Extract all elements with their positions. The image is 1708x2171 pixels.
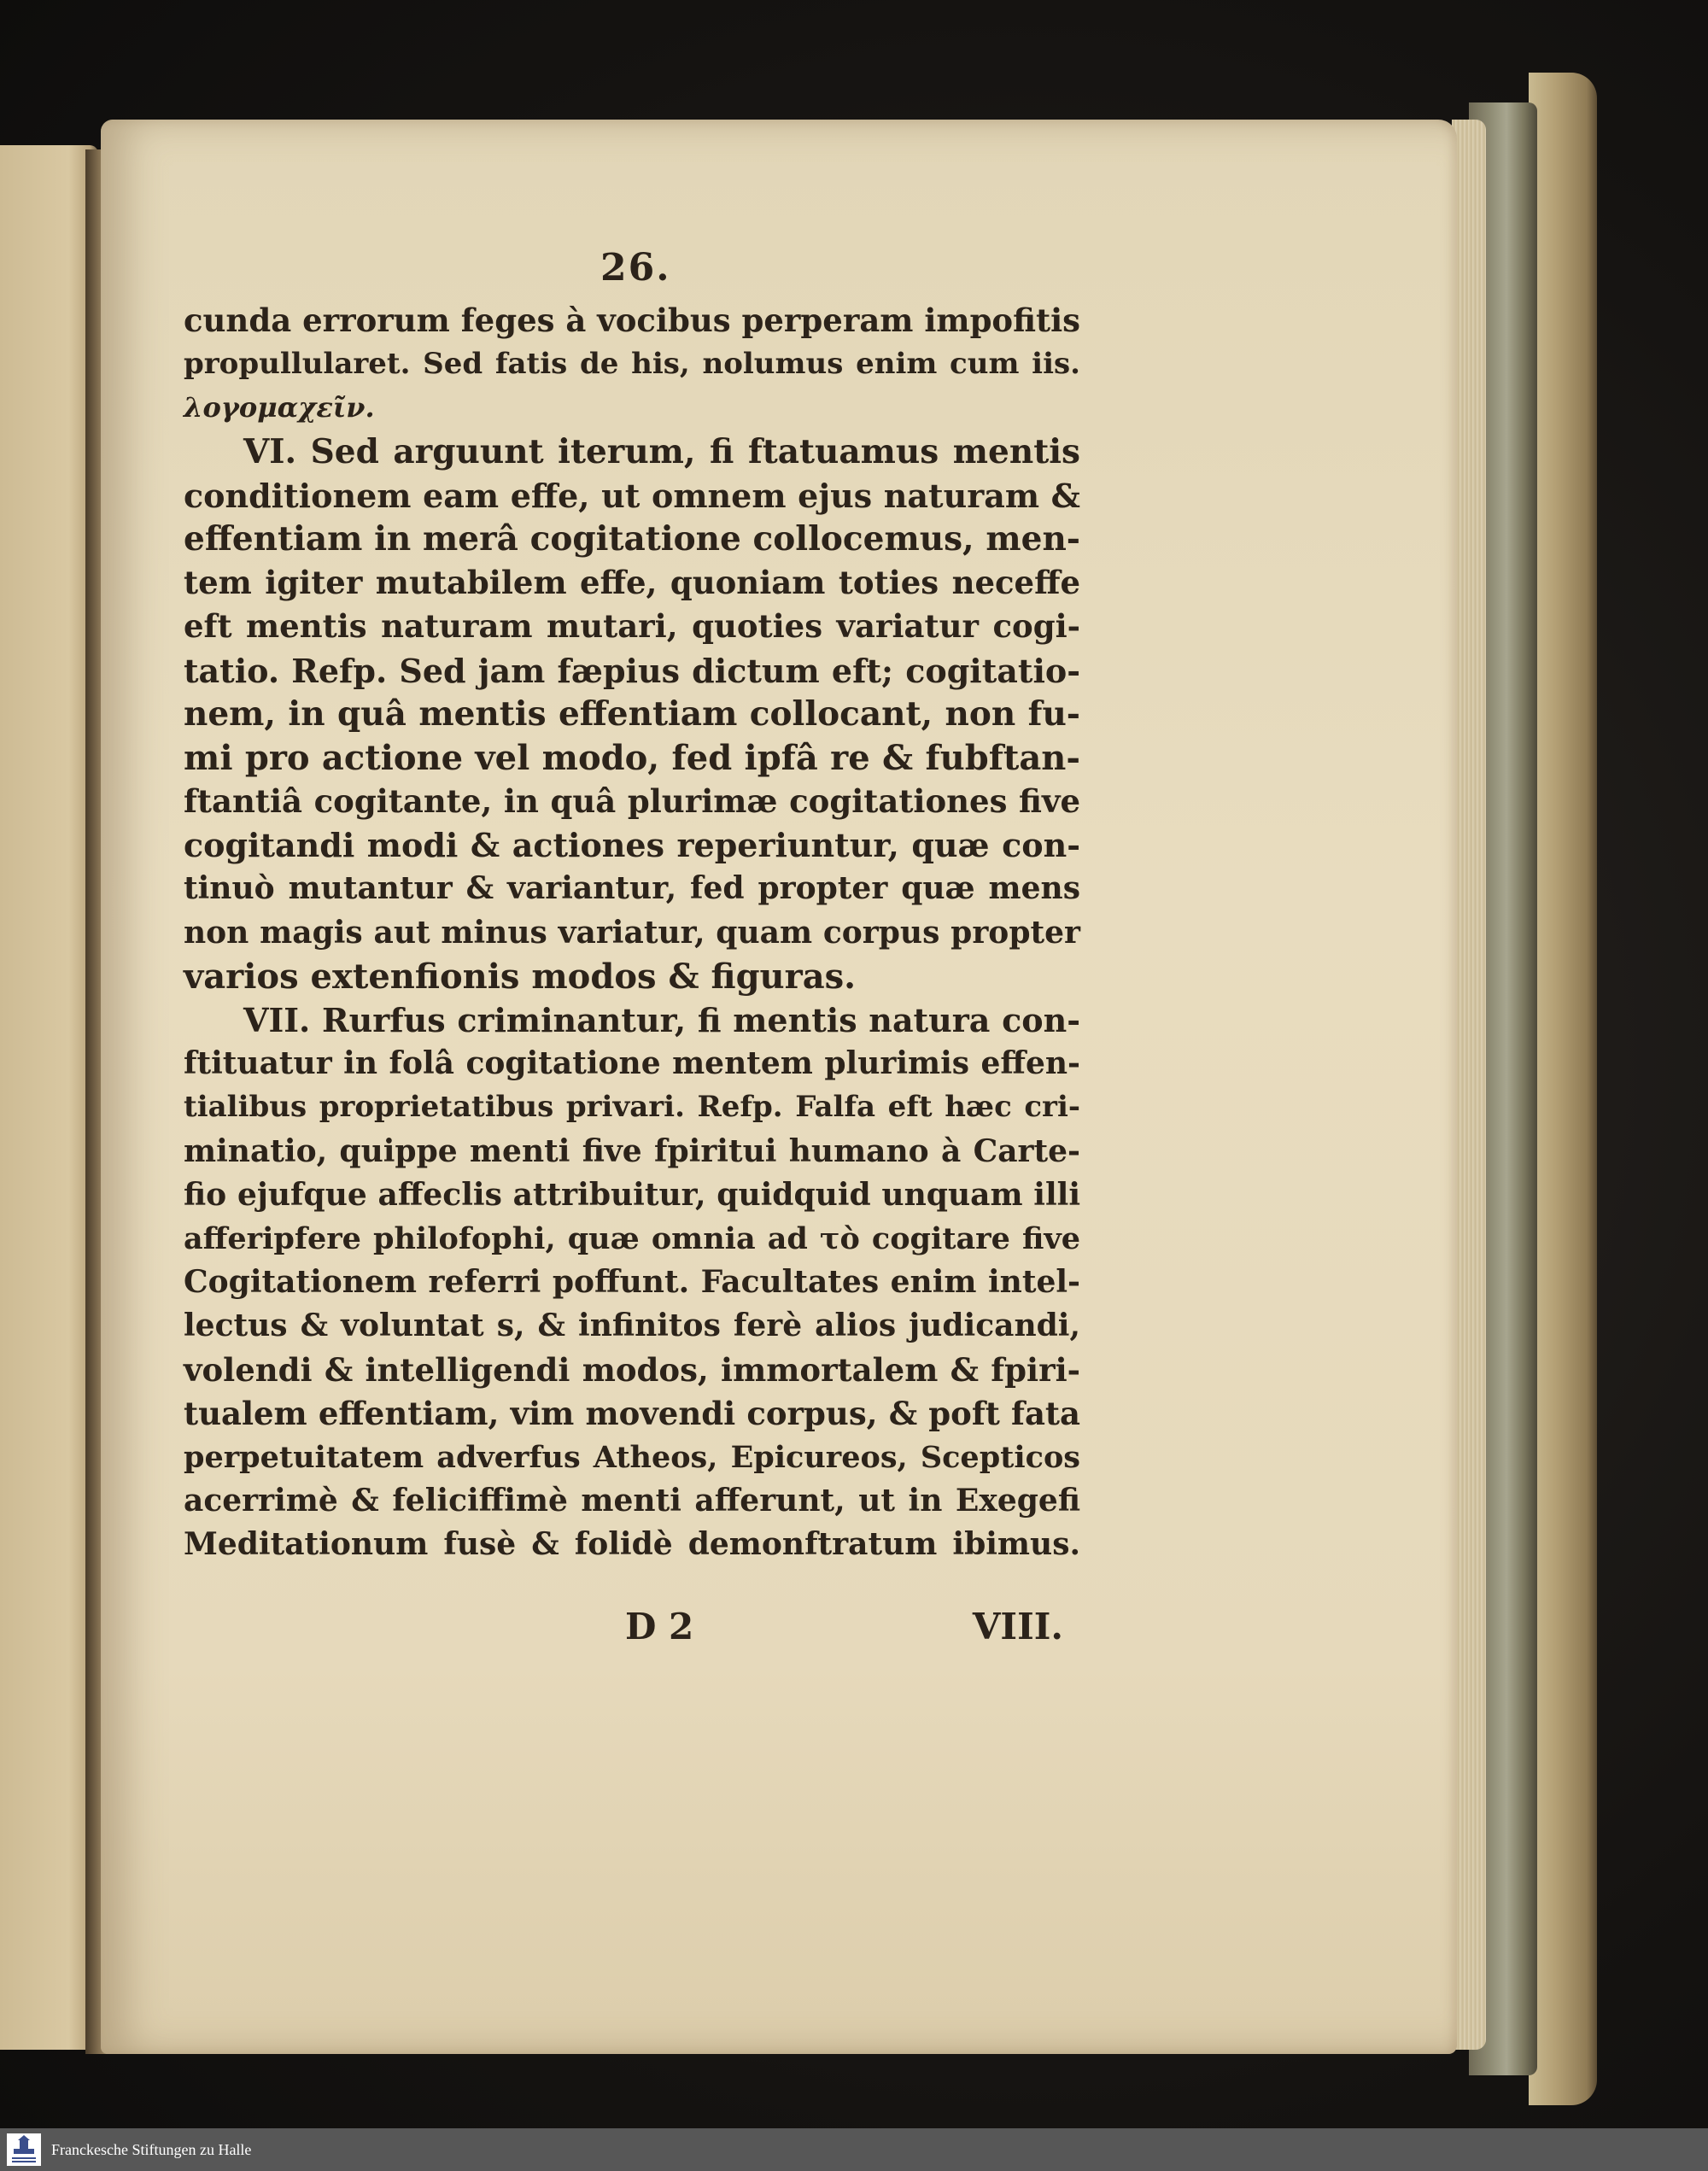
text-line: volendi & intelligendi modos, immortalem & fpiri- — [184, 1350, 1080, 1389]
text-line: lectus & voluntat s, & infinitos ferè alios judicandi, — [184, 1308, 1080, 1344]
franckesche-stiftungen-logo-icon — [7, 2133, 41, 2166]
catchword: VIII. — [972, 1606, 1063, 1647]
book-cover — [1529, 73, 1597, 2105]
text-line: Cogitationem referri poffunt. Facultates enim intel- — [184, 1264, 1080, 1301]
left-page — [0, 145, 98, 2050]
text-line: λογομαχεῖν. — [184, 391, 375, 424]
text-line: effentiam in merâ cogitatione collocemus, men- — [184, 518, 1080, 559]
text-line: tem igiter mutabilem effe, quoniam toties neceffe — [184, 564, 1080, 602]
text-line: afferipfere philofophi, quæ omnia ad τὸ cogitare five — [184, 1220, 1080, 1256]
text-line: acerrimè & feliciffimè menti afferunt, ut in Exegefi — [184, 1483, 1080, 1519]
text-line: varios extenfionis modos & figuras. — [184, 956, 857, 997]
text-line: ftantiâ cogitante, in quâ plurimæ cogitationes five — [184, 782, 1080, 821]
text-body — [184, 299, 1080, 1566]
text-line: VII. Rurfus criminantur, fi mentis natura con- — [243, 1001, 1080, 1039]
footer-institution: Franckesche Stiftungen zu Halle — [51, 2141, 252, 2158]
text-line: nem, in quâ mentis effentiam collocant, non fu- — [184, 693, 1080, 734]
text-line: cogitandi modi & actiones reperiuntur, quæ con- — [184, 826, 1080, 865]
text-line: propullularet. Sed fatis de his, nolumus enim cum iis. — [184, 347, 1080, 382]
text-line: perpetuitatem adverfus Atheos, Epicureos, Scepticos — [184, 1439, 1080, 1475]
text-line: conditionem eam effe, ut omnem ejus naturam & — [184, 476, 1080, 515]
text-line: minatio, quippe menti five fpiritui humano à Carte- — [184, 1132, 1080, 1169]
text-line: tatio. Refp. Sed jam fæpius dictum eft; cogitatio- — [184, 651, 1080, 690]
text-line: ftituatur in folâ cogitatione mentem plurimis effen- — [184, 1045, 1080, 1082]
page-stack — [1452, 120, 1486, 2050]
text-line: fio ejufque affeclis attribuitur, quidquid unquam illi — [184, 1176, 1080, 1213]
page-number: 26. — [600, 246, 671, 290]
footer-bar — [0, 2128, 1708, 2171]
signature-mark: D 2 — [625, 1606, 694, 1647]
text-line: tinuò mutantur & variantur, fed propter quæ mens — [184, 870, 1080, 907]
text-line: non magis aut minus variatur, quam corpus propter — [184, 914, 1080, 951]
text-line: cunda errorum feges à vocibus perperam impofitis — [184, 301, 1080, 339]
page-foot — [184, 1606, 1080, 1657]
text-line: VI. Sed arguunt iterum, fi ftatuamus mentis — [243, 431, 1080, 471]
text-line: eft mentis naturam mutari, quoties variatur cogi- — [184, 607, 1080, 646]
text-line: tialibus proprietatibus privari. Refp. Falfa eft hæc cri- — [184, 1090, 1080, 1125]
text-line: Meditationum fusè & folidè demonftratum ibimus. — [184, 1526, 1080, 1563]
text-line: mi pro actione vel modo, fed ipfâ re & fubftan- — [184, 737, 1080, 778]
text-line: tualem effentiam, vim movendi corpus, & poft fata — [184, 1394, 1080, 1432]
